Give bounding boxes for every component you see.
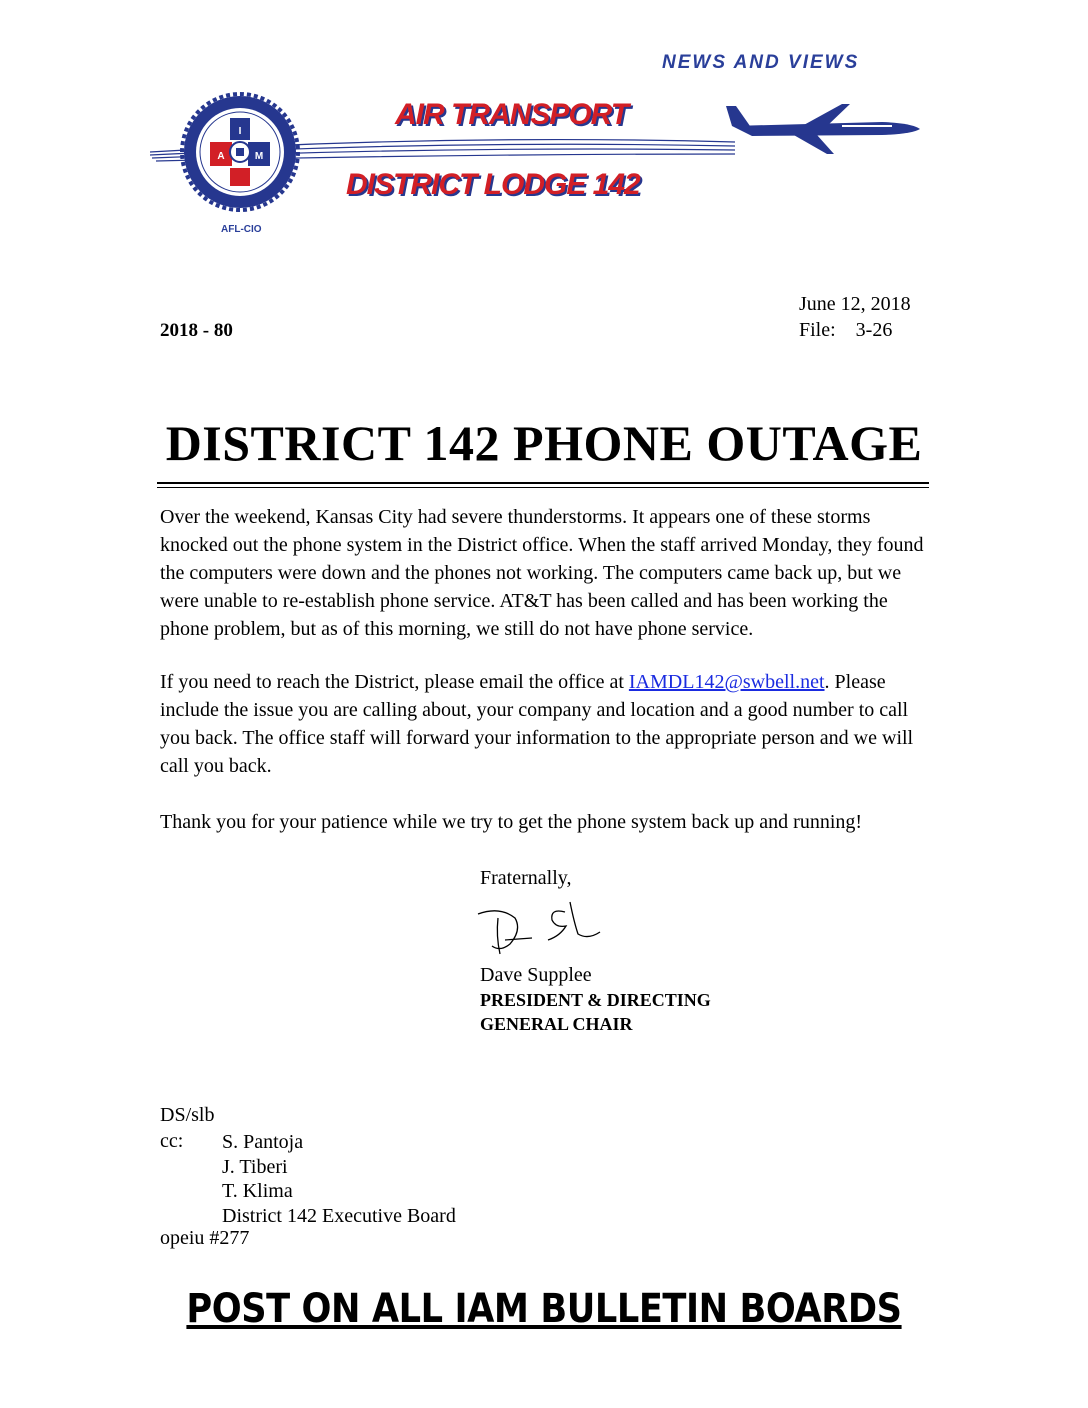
signer-title-line-1: PRESIDENT & DIRECTING	[480, 990, 711, 1010]
body-paragraph-1: Over the weekend, Kansas City had severe thunderstorms. It appears one of these storms knocked out the phone system in the District office. When the staff arrived Monday, they found the computers were down and the phones not working. The computers came back up, but we were unable to re-establish phone service. AT&T has been called and has been working the phone problem, but as of this morning, we still do not have phone service.	[160, 506, 924, 640]
svg-text:I: I	[238, 126, 242, 137]
bulletin-date: June 12, 2018	[799, 293, 911, 315]
bulletin-number: 2018 - 80	[160, 320, 233, 341]
file-reference	[799, 319, 892, 342]
handwritten-signature	[470, 896, 610, 960]
news-and-views-heading: NEWS AND VIEWS	[662, 52, 860, 73]
union-tag: opeiu #277	[160, 1227, 250, 1249]
svg-text:M: M	[254, 151, 264, 162]
email-link[interactable]: IAMDL142@swbell.net	[628, 671, 825, 693]
cc-recipient: J. Tiberi	[222, 1155, 288, 1178]
body-paragraph-2	[160, 668, 940, 780]
page-title: DISTRICT 142 PHONE OUTAGE	[165, 415, 923, 471]
post-notice-footer: POST ON ALL IAM BULLETIN BOARDS	[186, 1286, 902, 1332]
cc-list	[222, 1130, 456, 1228]
file-value: 3-26	[855, 319, 893, 341]
signer-name: Dave Supplee	[480, 964, 592, 986]
signer-title	[480, 988, 711, 1036]
file-label: File:	[799, 319, 836, 341]
cc-recipient: District 142 Executive Board	[222, 1204, 456, 1227]
cc-recipient: T. Klima	[222, 1180, 293, 1202]
signer-title-line-2: GENERAL CHAIR	[480, 1014, 633, 1034]
brand-line-district-lodge: DISTRICT LODGE 142	[346, 168, 640, 201]
p2-intro: If you need to reach the District, please email the office at	[160, 671, 629, 693]
cc-recipient: S. Pantoja	[222, 1131, 304, 1153]
afl-cio-label: AFL-CIO	[221, 224, 262, 235]
p2-rest: . Please include the issue you are calling about, your company and location and a good number to call you back. The office staff will forward your information to the appropriate person and we will call you back.	[160, 671, 914, 777]
cc-label: cc:	[160, 1130, 184, 1152]
title-rule	[157, 482, 929, 484]
title-rule-thin	[157, 487, 929, 488]
body-paragraph-3: Thank you for your patience while we try to get the phone system back up and running!	[160, 811, 863, 833]
initials: DS/slb	[160, 1104, 215, 1126]
closing: Fraternally,	[480, 867, 572, 889]
airplane-icon	[726, 104, 920, 154]
brand-line-air-transport: AIR TRANSPORT	[395, 98, 629, 131]
svg-text:A: A	[217, 151, 225, 162]
iam-gear-seal-icon	[182, 94, 298, 210]
